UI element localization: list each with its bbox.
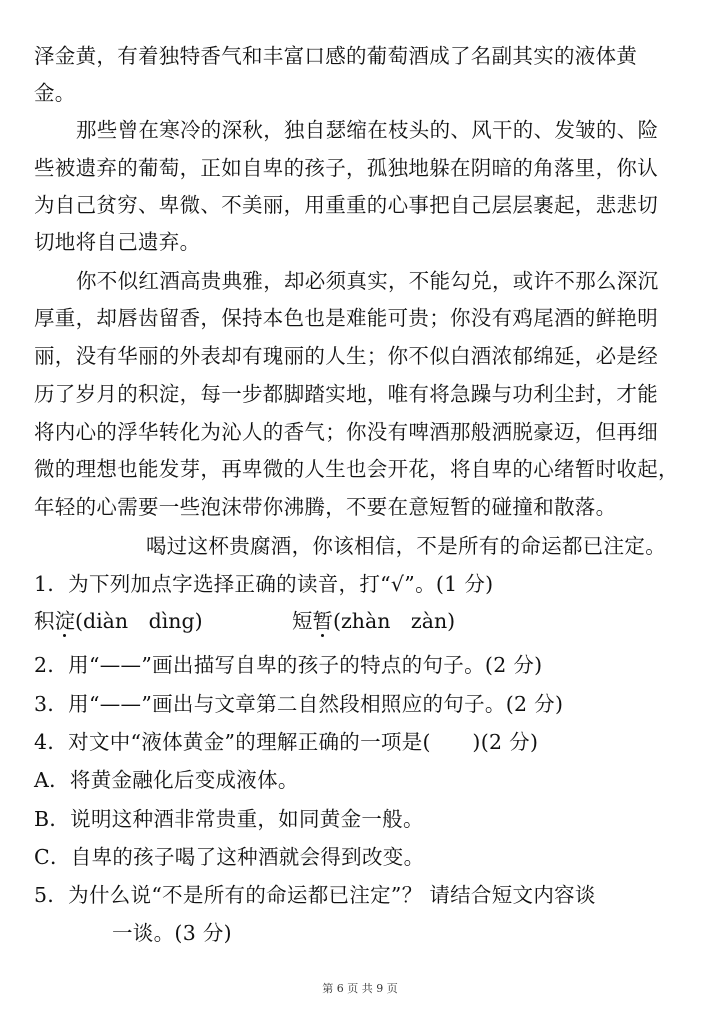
option-a[interactable]: A．将黄金融化后变成液体。 bbox=[34, 768, 299, 792]
pinyin-options: (diàn dìng) bbox=[75, 609, 203, 633]
paragraph-start-line: 那些曾在寒冷的深秋，独自瑟缩在枝头的、风干的、发皱的、险 bbox=[76, 118, 659, 142]
option-c[interactable]: C．自卑的孩子喝了这种酒就会得到改变。 bbox=[34, 845, 425, 869]
passage-line: 切地将自己遗弃。 bbox=[34, 230, 201, 254]
pinyin-choice-1[interactable] bbox=[34, 608, 203, 634]
question-3: 3．用“——”画出与文章第二自然段相照应的句子。(2 分) bbox=[34, 692, 564, 716]
question-4: 4．对文中“液体黄金”的理解正确的一项是( )(2 分) bbox=[34, 730, 539, 754]
passage-line: 历了岁月的积淀，每一步都脚踏实地，唯有将急躁与功利尘封，才能 bbox=[34, 382, 658, 406]
pinyin-options: (zhàn zàn) bbox=[333, 609, 456, 633]
dotted-char: 淀 bbox=[54, 609, 75, 633]
pinyin-choice-2[interactable] bbox=[292, 608, 455, 634]
passage-line: 为自己贫穷、卑微、不美丽，用重重的心事把自己层层裹起，悲悲切 bbox=[34, 193, 658, 217]
option-b[interactable]: B．说明这种酒非常贵重，如同黄金一般。 bbox=[34, 807, 424, 831]
page-number: 第 6 页 共 9 页 bbox=[322, 982, 398, 995]
word-char: 积 bbox=[34, 609, 55, 633]
word-char: 短 bbox=[292, 609, 313, 633]
question-5: 5．为什么说“不是所有的命运都已注定”？ 请结合短文内容谈 bbox=[34, 883, 596, 907]
question-5-continued: 一谈。(3 分) bbox=[112, 921, 232, 945]
passage-line: 泽金黄，有着独特香气和丰富口感的葡萄酒成了名副其实的液体黄 bbox=[34, 44, 638, 68]
closing-line: 喝过这杯贵腐酒，你该相信，不是所有的命运都已注定。 bbox=[146, 534, 666, 558]
passage-line: 厚重，却唇齿留香，保持本色也是难能可贵；你没有鸡尾酒的鲜艳明 bbox=[34, 306, 658, 330]
passage-line: 金。 bbox=[34, 81, 76, 105]
dotted-char: 暂 bbox=[312, 609, 333, 633]
question-1: 1．为下列加点字选择正确的读音，打“√”。(1 分) bbox=[34, 572, 494, 596]
passage-line: 年轻的心需要一些泡沫带你沸腾，不要在意短暂的碰撞和散落。 bbox=[34, 495, 617, 519]
paragraph-start-line: 你不似红酒高贵典雅，却必须真实，不能勾兑，或许不那么深沉 bbox=[76, 269, 659, 293]
passage-line: 些被遗弃的葡萄，正如自卑的孩子，孤独地躲在阴暗的角落里，你认 bbox=[34, 156, 658, 180]
question-2: 2．用“——”画出描写自卑的孩子的特点的句子。(2 分) bbox=[34, 653, 543, 677]
passage-line: 将内心的浮华转化为沁人的香气；你没有啤酒那般洒脱豪迈，但再细 bbox=[34, 420, 658, 444]
passage-line: 丽，没有华丽的外表却有瑰丽的人生；你不似白酒浓郁绵延，必是经 bbox=[34, 344, 658, 368]
passage-line: 微的理想也能发芽，再卑微的人生也会开花，将自卑的心绪暂时收起， bbox=[34, 457, 679, 481]
